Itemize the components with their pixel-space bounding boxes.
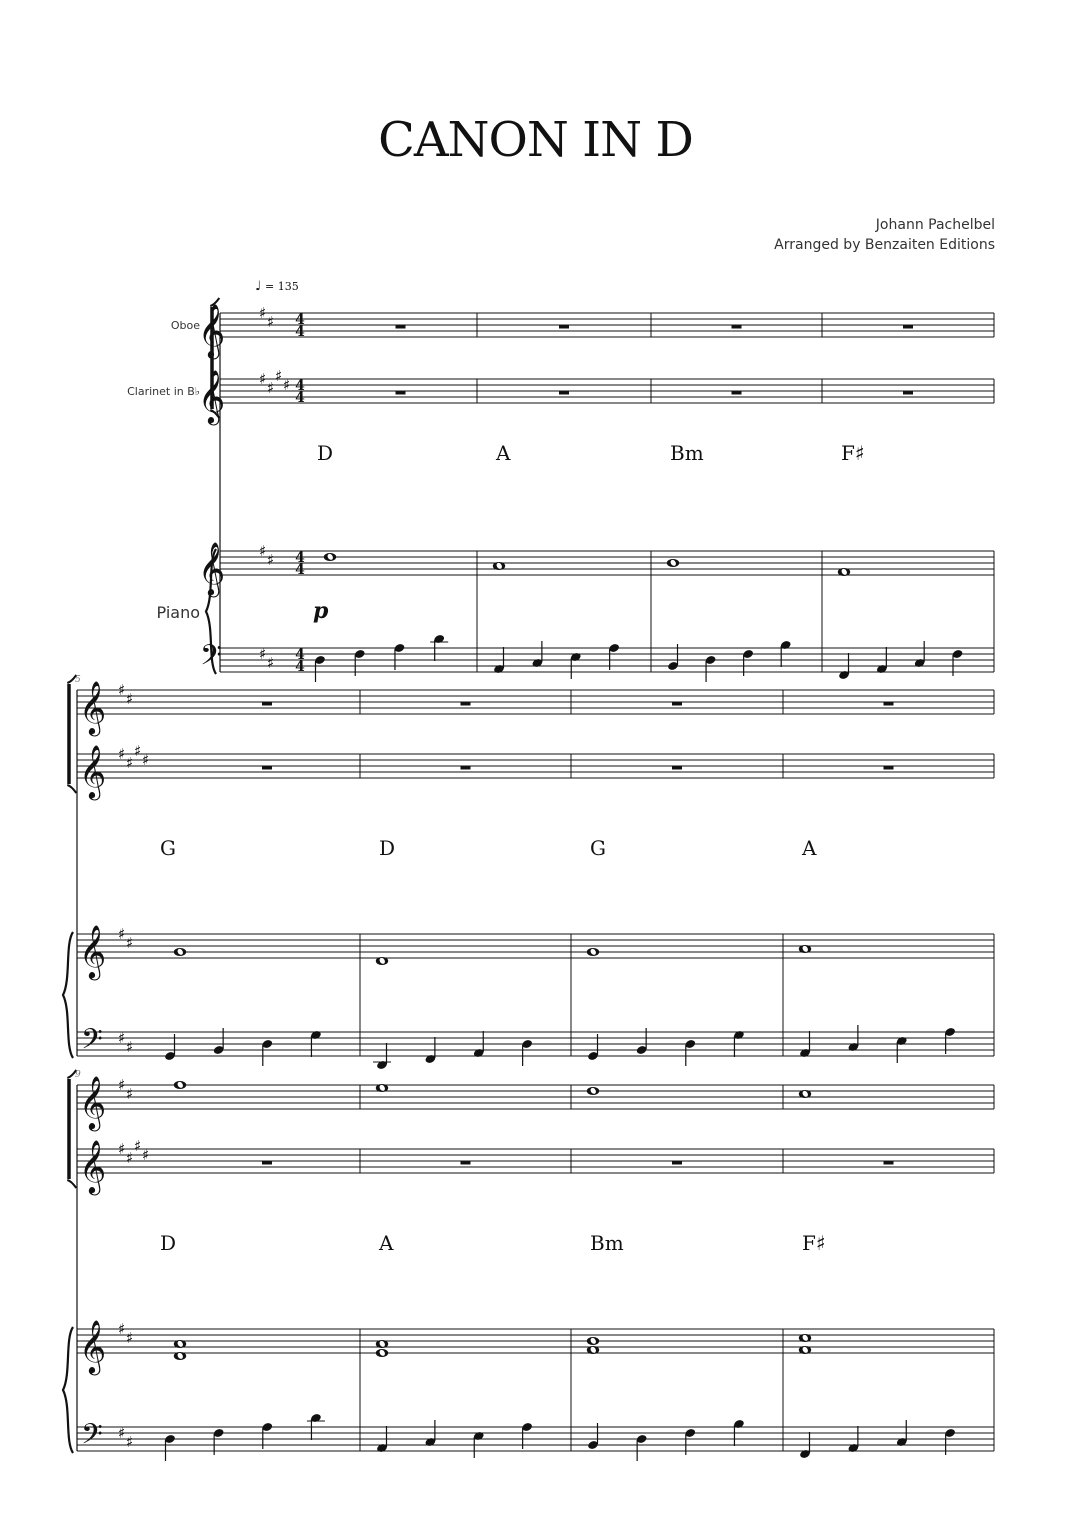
- key-signature-sharp: ♯: [126, 1038, 134, 1056]
- key-signature-sharp: ♯: [275, 367, 283, 385]
- whole-rest: [672, 702, 682, 706]
- composer-credit: Johann Pachelbel: [875, 217, 995, 233]
- piece-title: CANON IN D: [378, 112, 693, 168]
- chord-symbol: D: [379, 836, 396, 860]
- wind-bracket-bottom: [67, 785, 76, 793]
- key-signature-sharp: ♯: [126, 1149, 134, 1167]
- time-signature-numerator: 4: [295, 378, 305, 394]
- key-signature-sharp: ♯: [118, 1140, 126, 1158]
- key-signature-sharp: ♯: [126, 690, 134, 708]
- key-signature-sharp: ♯: [118, 1424, 126, 1442]
- key-signature-sharp: ♯: [118, 1029, 126, 1047]
- bass-clef-icon: 𝄢: [200, 639, 222, 679]
- whole-rest: [672, 1161, 682, 1165]
- key-signature-sharp: ♯: [267, 654, 275, 672]
- measure-number: 5: [75, 675, 81, 685]
- key-signature-sharp: ♯: [134, 742, 142, 760]
- time-signature-denominator: 4: [295, 324, 305, 340]
- piano-brace: [63, 932, 73, 1058]
- chord-symbol: D: [317, 441, 334, 465]
- key-signature-sharp: ♯: [142, 751, 150, 769]
- key-signature-sharp: ♯: [267, 313, 275, 331]
- whole-rest: [461, 766, 471, 770]
- key-signature-sharp: ♯: [126, 1433, 134, 1451]
- treble-clef-icon: 𝄞: [79, 1075, 107, 1129]
- key-signature-sharp: ♯: [267, 379, 275, 397]
- time-signature-denominator: 4: [295, 659, 305, 675]
- clarinet-label: Clarinet in B♭: [127, 385, 200, 398]
- key-signature-sharp: ♯: [267, 551, 275, 569]
- whole-rest: [559, 325, 569, 329]
- time-signature-numerator: 4: [295, 550, 305, 566]
- whole-rest: [903, 325, 913, 329]
- chord-symbol: D: [160, 1231, 177, 1255]
- measure-number: 9: [75, 1070, 81, 1080]
- key-signature-sharp: ♯: [259, 645, 267, 663]
- whole-rest: [884, 1161, 894, 1165]
- whole-rest: [262, 1161, 272, 1165]
- chord-symbol: G: [590, 836, 606, 860]
- key-signature-sharp: ♯: [118, 681, 126, 699]
- chord-symbol: Bm: [670, 441, 704, 465]
- whole-rest: [461, 702, 471, 706]
- whole-rest: [262, 702, 272, 706]
- key-signature-sharp: ♯: [134, 1137, 142, 1155]
- chord-symbol: F♯: [841, 441, 865, 465]
- key-signature-sharp: ♯: [126, 1329, 134, 1347]
- treble-clef-icon: 𝄞: [79, 744, 107, 798]
- treble-clef-icon: 𝄞: [79, 1139, 107, 1193]
- key-signature-sharp: ♯: [126, 934, 134, 952]
- key-signature-sharp: ♯: [118, 1076, 126, 1094]
- time-signature-denominator: 4: [295, 562, 305, 578]
- whole-rest: [559, 391, 569, 395]
- key-signature-sharp: ♯: [126, 1085, 134, 1103]
- whole-rest: [672, 766, 682, 770]
- whole-rest: [732, 391, 742, 395]
- chord-symbol: F♯: [802, 1231, 826, 1255]
- oboe-label: Oboe: [170, 319, 200, 332]
- time-signature-numerator: 4: [295, 647, 305, 663]
- treble-clef-icon: 𝄞: [198, 369, 226, 423]
- chord-symbol: A: [496, 441, 511, 465]
- whole-rest: [262, 766, 272, 770]
- treble-clef-icon: 𝄞: [198, 541, 226, 595]
- key-signature-sharp: ♯: [118, 1320, 126, 1338]
- time-signature-numerator: 4: [295, 312, 305, 328]
- wind-bracket-bottom: [67, 1180, 76, 1188]
- chord-symbol: A: [802, 836, 817, 860]
- tempo-note-icon: ♩: [255, 279, 262, 294]
- treble-clef-icon: 𝄞: [198, 303, 226, 357]
- treble-clef-icon: 𝄞: [79, 1319, 107, 1373]
- key-signature-sharp: ♯: [283, 376, 291, 394]
- bass-clef-icon: 𝄢: [81, 1023, 103, 1063]
- key-signature-sharp: ♯: [118, 925, 126, 943]
- treble-clef-icon: 𝄞: [79, 924, 107, 978]
- whole-rest: [461, 1161, 471, 1165]
- piano-brace: [63, 1327, 73, 1453]
- whole-rest: [732, 325, 742, 329]
- whole-rest: [884, 702, 894, 706]
- bass-clef-icon: 𝄢: [81, 1418, 103, 1458]
- key-signature-sharp: ♯: [118, 745, 126, 763]
- key-signature-sharp: ♯: [259, 542, 267, 560]
- whole-rest: [884, 766, 894, 770]
- key-signature-sharp: ♯: [126, 754, 134, 772]
- whole-rest: [396, 391, 406, 395]
- key-signature-sharp: ♯: [259, 304, 267, 322]
- tempo-marking: = 135: [265, 280, 299, 293]
- chord-symbol: Bm: [590, 1231, 624, 1255]
- chord-symbol: A: [379, 1231, 394, 1255]
- key-signature-sharp: ♯: [259, 370, 267, 388]
- piano-label: Piano: [156, 603, 200, 622]
- key-signature-sharp: ♯: [142, 1146, 150, 1164]
- whole-rest: [396, 325, 406, 329]
- chord-symbol: G: [160, 836, 176, 860]
- treble-clef-icon: 𝄞: [79, 680, 107, 734]
- dynamic-marking: p: [313, 598, 329, 624]
- whole-rest: [903, 391, 913, 395]
- arranger-credit: Arranged by Benzaiten Editions: [774, 237, 995, 253]
- time-signature-denominator: 4: [295, 390, 305, 406]
